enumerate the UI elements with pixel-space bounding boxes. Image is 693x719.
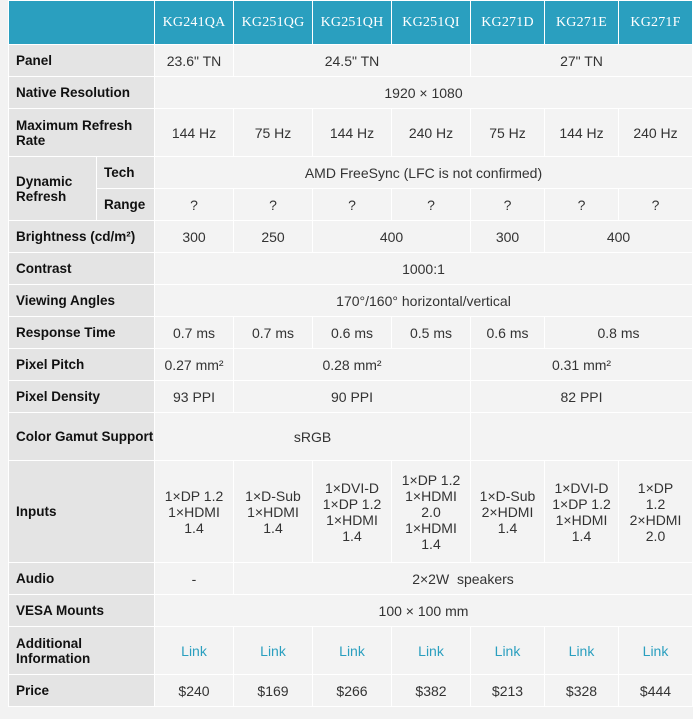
cell-inputs — [155, 461, 234, 563]
cell — [471, 413, 693, 461]
cell: 0.6 ms — [313, 317, 392, 349]
model-header: KG251QI — [392, 1, 471, 45]
cell: $169 — [234, 675, 313, 707]
input-line: 1×DP — [637, 479, 674, 496]
input-line: 2.0 — [645, 527, 666, 544]
input-line: 1×D-Sub — [479, 487, 536, 504]
model-header: KG251QH — [313, 1, 392, 45]
cell: 0.7 ms — [234, 317, 313, 349]
input-line: 1×DVI-D — [554, 479, 609, 496]
sub-label: Tech — [97, 157, 155, 189]
row-label: Inputs — [9, 461, 155, 563]
input-line: 2×HDMI — [481, 503, 534, 520]
input-line: 1.4 — [263, 519, 283, 536]
input-line: 1×DP 1.2 — [552, 495, 611, 512]
row-label: Price — [9, 675, 155, 707]
row-label: Audio — [9, 563, 155, 595]
input-line: 1.2 — [645, 495, 666, 512]
header-row — [9, 1, 693, 45]
row-native-resolution — [9, 77, 693, 109]
row-label: Response Time — [9, 317, 155, 349]
input-line: 1×HDMI — [405, 519, 457, 536]
cell: 23.6" TN — [155, 45, 234, 77]
cell: 24.5" TN — [234, 45, 471, 77]
info-link[interactable]: Link — [339, 642, 365, 659]
cell: 400 — [545, 221, 693, 253]
row-response-time — [9, 317, 693, 349]
cell: $240 — [155, 675, 234, 707]
cell: ? — [234, 189, 313, 221]
cell-inputs — [234, 461, 313, 563]
cell: 1000:1 — [155, 253, 693, 285]
info-link[interactable]: Link — [260, 642, 286, 659]
input-line: 1.4 — [571, 527, 592, 544]
input-line: 1×DP 1.2 — [164, 487, 224, 504]
row-label: Contrast — [9, 253, 155, 285]
sub-label: Range — [97, 189, 155, 221]
cell: $213 — [471, 675, 545, 707]
cell: ? — [313, 189, 392, 221]
cell: 0.6 ms — [471, 317, 545, 349]
cell: 300 — [155, 221, 234, 253]
input-line: 2×HDMI — [629, 511, 682, 528]
cell: AMD FreeSync (LFC is not confirmed) — [155, 157, 693, 189]
input-line: 1×DP 1.2 — [322, 495, 382, 512]
cell: 144 Hz — [155, 109, 234, 157]
model-header: KG271F — [619, 1, 693, 45]
cell: 93 PPI — [155, 381, 234, 413]
model-header: KG251QG — [234, 1, 313, 45]
cell: 100 × 100 mm — [155, 595, 693, 627]
row-vesa — [9, 595, 693, 627]
row-audio — [9, 563, 693, 595]
row-label: Dynamic Refresh — [9, 157, 97, 221]
cell: 0.28 mm² — [234, 349, 471, 381]
input-line: 2.0 — [421, 503, 441, 520]
cell-inputs — [471, 461, 545, 563]
row-label: Additional Information — [9, 627, 155, 675]
cell — [471, 627, 545, 675]
monitor-spec-table — [8, 0, 693, 707]
row-label: Panel — [9, 45, 155, 77]
cell-inputs — [313, 461, 392, 563]
row-max-refresh — [9, 109, 693, 157]
cell: sRGB — [155, 413, 471, 461]
cell: 75 Hz — [234, 109, 313, 157]
cell: 75 Hz — [471, 109, 545, 157]
cell: $382 — [392, 675, 471, 707]
model-header: KG271D — [471, 1, 545, 45]
cell: 1920 × 1080 — [155, 77, 693, 109]
cell: ? — [619, 189, 693, 221]
info-link[interactable]: Link — [418, 642, 444, 659]
cell: 0.7 ms — [155, 317, 234, 349]
cell: 300 — [471, 221, 545, 253]
row-additional-info — [9, 627, 693, 675]
cell — [619, 627, 693, 675]
input-line: 1×HDMI — [405, 487, 457, 504]
cell: 400 — [313, 221, 471, 253]
row-label: Viewing Angles — [9, 285, 155, 317]
cell: 0.8 ms — [545, 317, 693, 349]
cell: ? — [155, 189, 234, 221]
cell — [313, 627, 392, 675]
cell: $328 — [545, 675, 619, 707]
cell: ? — [545, 189, 619, 221]
row-label: VESA Mounts — [9, 595, 155, 627]
row-brightness — [9, 221, 693, 253]
row-dynamic-refresh-range — [9, 189, 693, 221]
cell-inputs — [619, 461, 693, 563]
cell: ? — [392, 189, 471, 221]
cell: 0.5 ms — [392, 317, 471, 349]
cell: - — [155, 563, 234, 595]
input-line: 1.4 — [342, 527, 362, 544]
cell: 82 PPI — [471, 381, 693, 413]
input-line: 1.4 — [184, 519, 204, 536]
cell: $444 — [619, 675, 693, 707]
info-link[interactable]: Link — [494, 642, 521, 659]
input-line: 1×HDMI — [247, 503, 299, 520]
input-line: 1.4 — [421, 535, 441, 552]
row-label: Color Gamut Support — [9, 413, 155, 461]
input-line: 1×D-Sub — [245, 487, 301, 504]
input-line: 1×DP 1.2 — [401, 471, 461, 488]
cell — [392, 627, 471, 675]
info-link[interactable]: Link — [181, 642, 207, 659]
row-label: Maximum Refresh Rate — [9, 109, 155, 157]
cell: 240 Hz — [619, 109, 693, 157]
cell: 0.27 mm² — [155, 349, 234, 381]
cell — [545, 627, 619, 675]
row-pixel-density — [9, 381, 693, 413]
row-inputs — [9, 461, 693, 563]
cell-inputs — [392, 461, 471, 563]
cell: 144 Hz — [313, 109, 392, 157]
cell: 144 Hz — [545, 109, 619, 157]
row-label: Brightness (cd/m²) — [9, 221, 155, 253]
cell: 0.31 mm² — [471, 349, 693, 381]
cell-inputs — [545, 461, 619, 563]
row-label: Pixel Pitch — [9, 349, 155, 381]
input-line: 1×HDMI — [555, 511, 608, 528]
cell: $266 — [313, 675, 392, 707]
input-line: 1×HDMI — [326, 511, 378, 528]
cell: ? — [471, 189, 545, 221]
row-label: Native Resolution — [9, 77, 155, 109]
cell: 170°/160° horizontal/vertical — [155, 285, 693, 317]
row-label: Pixel Density — [9, 381, 155, 413]
cell: 27" TN — [471, 45, 693, 77]
cell: 240 Hz — [392, 109, 471, 157]
row-pixel-pitch — [9, 349, 693, 381]
input-line: 1.4 — [497, 519, 518, 536]
row-contrast — [9, 253, 693, 285]
row-dynamic-refresh-tech — [9, 157, 693, 189]
model-header: KG271E — [545, 1, 619, 45]
info-link[interactable]: Link — [568, 642, 595, 659]
row-viewing-angles — [9, 285, 693, 317]
model-header: KG241QA — [155, 1, 234, 45]
cell — [155, 627, 234, 675]
info-link[interactable]: Link — [642, 642, 669, 659]
row-color-gamut — [9, 413, 693, 461]
input-line: 1×DVI-D — [324, 479, 380, 496]
cell: 90 PPI — [234, 381, 471, 413]
row-price — [9, 675, 693, 707]
row-panel — [9, 45, 693, 77]
cell: 250 — [234, 221, 313, 253]
input-line: 1×HDMI — [168, 503, 220, 520]
cell: 2×2W speakers — [234, 563, 693, 595]
cell — [234, 627, 313, 675]
header-corner — [9, 1, 155, 45]
